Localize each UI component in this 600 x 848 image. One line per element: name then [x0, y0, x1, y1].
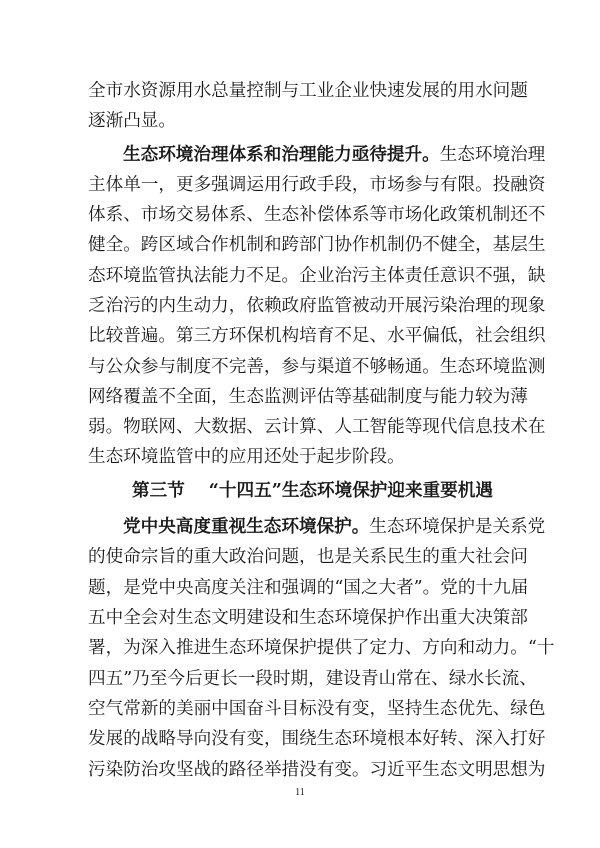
text-line: 比较普遍。第三方环保机构培育不足、水平偏低，社会组织	[88, 326, 546, 346]
paragraph-lead-rest: 生态环境治理	[439, 145, 546, 165]
text-line: 体系、市场交易体系、生态补偿体系等市场化政策机制还不	[88, 205, 546, 225]
paragraph-lead-bold: 生态环境治理体系和治理能力亟待提升。	[123, 144, 440, 165]
text-line: 态环境监管执法能力不足。企业治污主体责任意识不强，缺	[88, 266, 546, 286]
text-line: 五中全会对生态文明建设和生态环境保护作出重大决策部	[88, 608, 528, 628]
text-line: 四五”乃至今后更长一段时期，建设青山常在、绿水长流、	[88, 669, 537, 689]
text-line: 污染防治攻坚战的路径举措没有变。习近平生态文明思想为	[88, 760, 546, 780]
section-heading	[132, 476, 492, 506]
text-line: 健全。跨区域合作机制和跨部门协作机制仍不健全，基层生	[88, 235, 546, 255]
text-line: 发展的战略导向没有变，围绕生态环境根本好转、深入打好	[88, 729, 546, 749]
text-line: 的使命宗旨的重大政治问题，也是关系民生的重大社会问	[88, 547, 528, 567]
text-line: 主体单一，更多强调运用行政手段，市场参与有限。投融资	[88, 175, 546, 195]
section-title: “十四五”生态环境保护迎来重要机遇	[208, 480, 493, 501]
paragraph-lead-rest: 生态环境保护是关系党	[369, 517, 546, 537]
text-line: 署，为深入推进生态环境保护提供了定力、方向和动力。“十	[88, 638, 555, 658]
text-line: 弱。物联网、大数据、云计算、人工智能等现代信息技术在	[88, 417, 546, 437]
paragraph-first-line	[123, 512, 546, 542]
text-line: 空气常新的美丽中国奋斗目标没有变，坚持生态优先、绿色	[88, 699, 546, 719]
text-line: 逐渐凸显。	[88, 111, 176, 131]
text-line: 乏治污的内生动力，依赖政府监管被动开展污染治理的现象	[88, 296, 546, 316]
text-line: 网络覆盖不全面，生态监测评估等基础制度与能力较为薄	[88, 387, 528, 407]
text-line: 全市水资源用水总量控制与工业企业快速发展的用水问题	[88, 81, 528, 101]
section-number: 第三节	[132, 480, 185, 501]
text-line: 生态环境监管中的应用还处于起步阶段。	[88, 447, 405, 467]
page-number: 11	[295, 787, 305, 798]
text-line: 题，是党中央高度关注和强调的“国之大者”。党的十九届	[88, 578, 529, 598]
paragraph-first-line	[123, 140, 546, 170]
paragraph-lead-bold: 党中央高度重视生态环境保护。	[123, 516, 370, 537]
text-line: 与公众参与制度不完善，参与渠道不够畅通。生态环境监测	[88, 357, 546, 377]
